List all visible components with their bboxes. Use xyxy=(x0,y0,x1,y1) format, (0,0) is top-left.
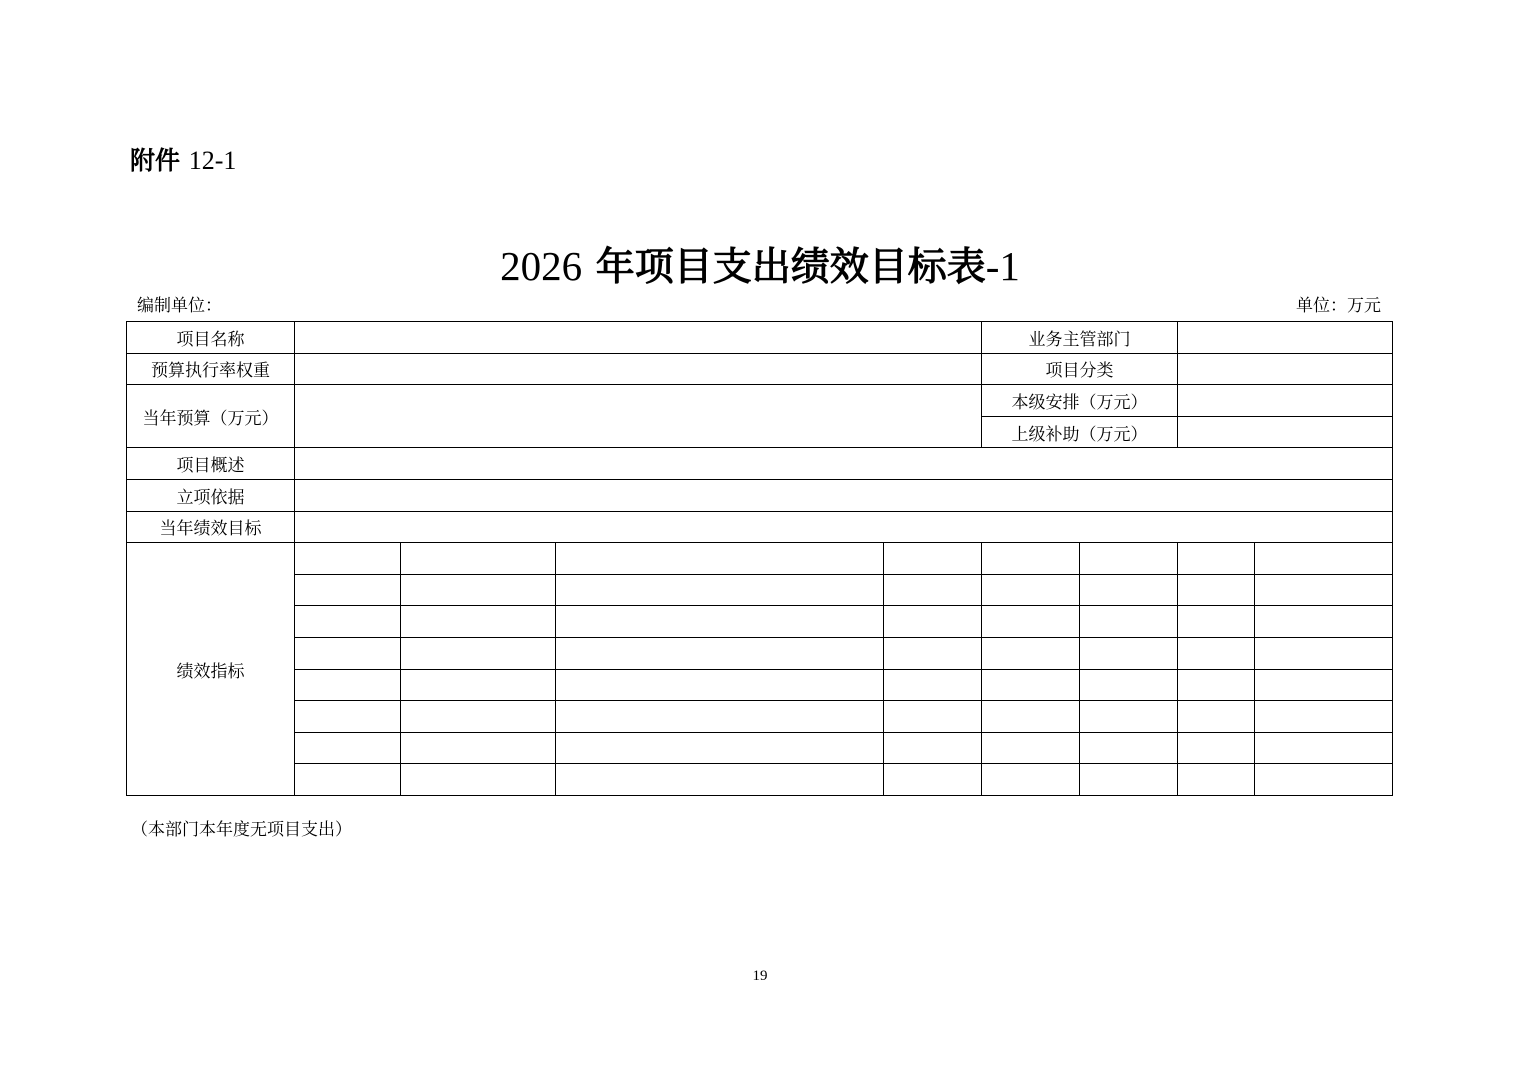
indicator-cell xyxy=(556,732,884,764)
indicator-cell xyxy=(401,764,556,796)
indicator-cell xyxy=(982,732,1080,764)
indicator-cell xyxy=(295,764,401,796)
table-row xyxy=(127,353,1393,385)
indicator-cell xyxy=(1080,701,1178,733)
indicator-cell xyxy=(1080,606,1178,638)
indicator-cell xyxy=(295,606,401,638)
overview-value xyxy=(295,448,1393,480)
indicator-cell xyxy=(982,701,1080,733)
attachment-label-text: 附件 xyxy=(130,146,181,175)
page-number: 19 xyxy=(752,968,768,984)
category-value xyxy=(1178,353,1393,385)
table-row xyxy=(127,385,1393,417)
indicator-cell xyxy=(295,732,401,764)
title-main: 年项目支出绩效目标表 xyxy=(595,245,986,290)
indicator-cell xyxy=(1255,606,1393,638)
indicator-row xyxy=(127,764,1393,796)
category-label: 项目分类 xyxy=(982,353,1178,385)
indicator-cell xyxy=(982,543,1080,575)
indicator-cell xyxy=(401,543,556,575)
basis-label: 立项依据 xyxy=(127,479,295,511)
table-row xyxy=(127,322,1393,354)
annual-budget-label: 当年预算（万元） xyxy=(127,385,295,448)
indicator-cell xyxy=(1178,574,1255,606)
indicator-row xyxy=(127,637,1393,669)
indicators-label: 绩效指标 xyxy=(127,543,295,796)
indicator-cell xyxy=(982,764,1080,796)
indicator-cell xyxy=(556,669,884,701)
indicator-row xyxy=(127,606,1393,638)
indicator-cell xyxy=(1255,764,1393,796)
indicator-cell xyxy=(1178,764,1255,796)
indicator-cell xyxy=(884,574,982,606)
indicator-cell xyxy=(884,543,982,575)
attachment-number: 12-1 xyxy=(188,146,237,175)
indicator-cell xyxy=(401,701,556,733)
indicator-row xyxy=(127,732,1393,764)
project-name-label: 项目名称 xyxy=(127,322,295,354)
indicator-cell xyxy=(1255,732,1393,764)
annual-goal-value xyxy=(295,511,1393,543)
indicator-cell xyxy=(1178,637,1255,669)
local-arrangement-label: 本级安排（万元） xyxy=(982,385,1178,417)
table-row xyxy=(127,511,1393,543)
indicator-cell xyxy=(884,701,982,733)
indicator-cell xyxy=(1080,732,1178,764)
indicator-cell xyxy=(884,637,982,669)
indicator-cell xyxy=(884,732,982,764)
indicator-cell xyxy=(1080,637,1178,669)
indicator-row xyxy=(127,701,1393,733)
indicator-cell xyxy=(401,606,556,638)
indicator-cell xyxy=(1178,606,1255,638)
title-year: 2026 xyxy=(500,243,583,289)
indicator-cell xyxy=(556,574,884,606)
title-suffix: -1 xyxy=(985,243,1020,289)
compiler-label: 编制单位： xyxy=(137,296,222,316)
indicator-cell xyxy=(1255,574,1393,606)
indicator-cell xyxy=(556,606,884,638)
indicator-cell xyxy=(295,543,401,575)
indicator-cell xyxy=(982,606,1080,638)
indicator-cell xyxy=(1178,732,1255,764)
indicator-row xyxy=(127,669,1393,701)
indicator-cell xyxy=(1255,701,1393,733)
indicator-cell xyxy=(1255,637,1393,669)
indicator-cell xyxy=(556,764,884,796)
indicator-cell xyxy=(1080,669,1178,701)
indicator-cell xyxy=(884,764,982,796)
indicator-cell xyxy=(401,574,556,606)
indicator-row xyxy=(127,574,1393,606)
unit-label: 单位：万元 xyxy=(1296,296,1381,316)
table-row xyxy=(127,448,1393,480)
indicator-cell xyxy=(556,637,884,669)
performance-target-table xyxy=(126,321,1393,796)
indicator-row xyxy=(127,543,1393,575)
indicator-cell xyxy=(556,543,884,575)
exec-weight-value xyxy=(295,353,982,385)
indicator-cell xyxy=(884,606,982,638)
indicator-cell xyxy=(982,574,1080,606)
superior-subsidy-value xyxy=(1178,416,1393,448)
superior-subsidy-label: 上级补助（万元） xyxy=(982,416,1178,448)
indicator-cell xyxy=(1080,764,1178,796)
indicator-cell xyxy=(884,669,982,701)
overview-label: 项目概述 xyxy=(127,448,295,480)
indicator-cell xyxy=(401,637,556,669)
indicator-cell xyxy=(401,669,556,701)
indicator-cell xyxy=(1080,574,1178,606)
indicator-cell xyxy=(1080,543,1178,575)
indicator-cell xyxy=(982,669,1080,701)
indicator-cell xyxy=(295,574,401,606)
indicator-cell xyxy=(1178,669,1255,701)
indicator-cell xyxy=(556,701,884,733)
indicator-cell xyxy=(295,637,401,669)
annual-goal-label: 当年绩效目标 xyxy=(127,511,295,543)
annual-budget-value xyxy=(295,385,982,448)
local-arrangement-value xyxy=(1178,385,1393,417)
department-label: 业务主管部门 xyxy=(982,322,1178,354)
indicator-cell xyxy=(1178,701,1255,733)
basis-value xyxy=(295,479,1393,511)
indicator-cell xyxy=(401,732,556,764)
table-row xyxy=(127,479,1393,511)
department-value xyxy=(1178,322,1393,354)
project-name-value xyxy=(295,322,982,354)
indicator-cell xyxy=(1255,543,1393,575)
indicator-cell xyxy=(982,637,1080,669)
indicator-cell xyxy=(295,669,401,701)
attachment-label xyxy=(130,143,236,179)
exec-weight-label: 预算执行率权重 xyxy=(127,353,295,385)
indicator-cell xyxy=(1255,669,1393,701)
indicator-cell xyxy=(295,701,401,733)
document-title xyxy=(0,238,1520,296)
no-expenditure-note: （本部门本年度无项目支出） xyxy=(131,820,352,840)
indicator-cell xyxy=(1178,543,1255,575)
